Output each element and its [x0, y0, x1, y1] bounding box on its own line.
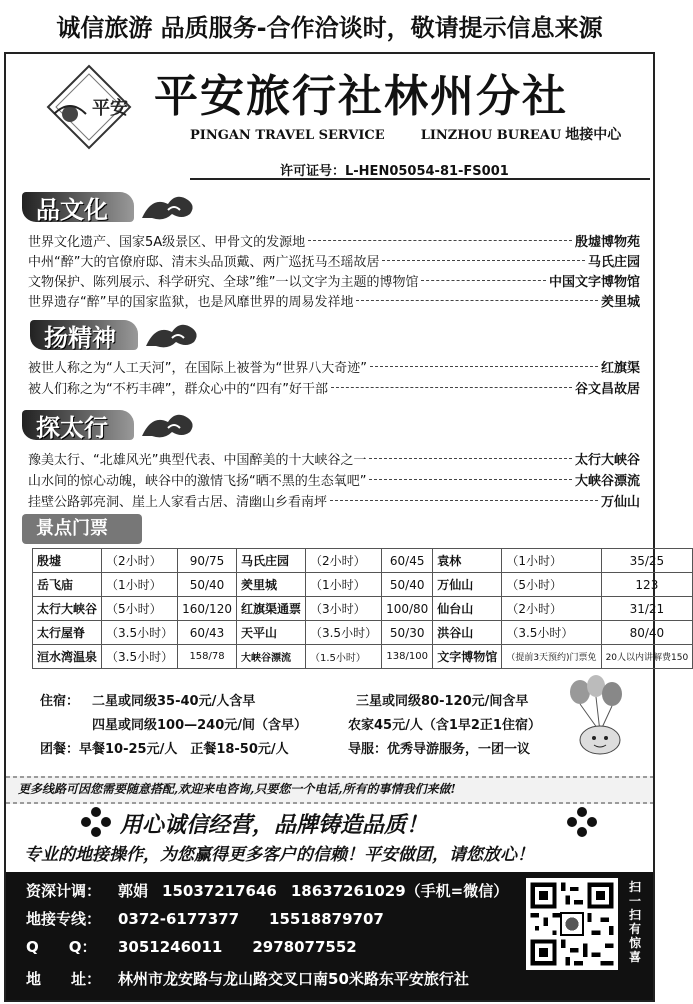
flower-icon	[80, 806, 112, 838]
page-title: 平安旅行社林州分社	[154, 71, 568, 122]
slogan: 用心诚信经营，品牌铸造品质！	[120, 812, 429, 838]
flower-icon	[566, 806, 598, 838]
cloud-icon	[138, 190, 198, 224]
cloud-icon	[142, 318, 202, 352]
scan-hint: 扫一扫有惊喜	[628, 880, 641, 964]
table-row: 洹水湾温泉 （3.5小时） 158/78 大峡谷漂流 （1.5小时） 138/100 文字博物馆 （提前3天预约)门票免 20人以内讲解费150	[33, 645, 693, 669]
list-item: 世界文化遗产、国家5A级景区、甲骨文的发源地 殷墟博物苑	[28, 234, 640, 250]
top-banner: 诚信旅游 品质服务-合作洽谈时，敬请提示信息来源	[0, 0, 659, 50]
list-item: 世界遗存“醉”早的国家监狱，也是风靡世界的周易发祥地 羑里城	[28, 294, 640, 310]
list-item: 文物保护、陈列展示、科学研究、全球”维”一以文字为主题的博物馆 中国文字博物馆	[28, 274, 640, 290]
list-item: 挂壁公路郭亮洞、崖上人家看古居、清幽山乡看南坪 万仙山	[28, 494, 640, 510]
list-item: 山水间的惊心动魄，峡谷中的激情飞扬“晒不黑的生态氧吧” 大峡谷漂流	[28, 473, 640, 489]
list-item: 被人们称之为“不朽丰碑”，群众心中的“四有”好干部 谷文昌故居	[28, 381, 640, 397]
meal-info: 团餐：早餐10-25元/人 正餐18-50元/人	[40, 742, 289, 757]
contact-consult: 资深计调： 郭娟 15037217646 18637261029（手机=微信）	[26, 882, 509, 900]
subtitle-tag: 地接中心	[565, 127, 622, 143]
guide-info: 导服：优秀导游服务，一团一议	[348, 742, 531, 757]
section-spirit-title: 扬精神	[44, 323, 116, 352]
header	[4, 54, 655, 179]
logo	[44, 62, 134, 152]
phone-link[interactable]: 15037217646	[162, 882, 277, 900]
lodging-option: 农家45元/人（含1早2正1住宿）	[348, 718, 541, 733]
subtitle-right: LINZHOU BUREAU	[420, 128, 562, 143]
section-taihang-head	[22, 408, 202, 442]
cloud-icon	[138, 408, 198, 442]
permit-number: 许可证号：L-HEN05054-81-FS001	[280, 164, 509, 179]
table-row: 岳飞庙 （1小时） 50/40 羑里城 （1小时） 50/40 万仙山 （5小时） 123	[33, 573, 693, 597]
table-row: 太行屋脊 （3.5小时） 60/43 天平山 （3.5小时） 50/30 洪谷山 （3.5小时） 80/40	[33, 621, 693, 645]
phone-link[interactable]: 0372-6177377	[118, 910, 240, 928]
phone-link[interactable]: 18637261029（手机=微信）	[290, 882, 509, 900]
list-item: 中州“醉”大的官僚府邸、清末头品顶戴、两广巡抚马丕瑶故居 马氏庄园	[28, 254, 640, 270]
section-culture-title: 品文化	[36, 195, 108, 224]
contact-address: 地 址： 林州市龙安路与龙山路交叉口南50米路东平安旅行社	[26, 970, 469, 988]
lodging-label: 住宿：	[40, 694, 80, 709]
lodging-option: 三星或同级80-120元/间含早	[356, 694, 529, 709]
tagline: 更多线路可因您需要随意搭配,欢迎来电咨询,只要您一个电话,所有的事情我们来做!	[18, 782, 456, 796]
slogan-secondary: 专业的地接操作，为您赢得更多客户的信赖！平安做团，请您放心！	[24, 845, 534, 865]
logo-text: 平安	[92, 98, 128, 119]
section-taihang-title: 探太行	[36, 413, 108, 442]
balloon-mascot-icon	[560, 676, 640, 756]
phone-link[interactable]: 15518879707	[269, 910, 384, 928]
ticket-table	[32, 548, 693, 669]
list-item: 被世人称之为“人工天河”，在国际上被誉为“世界八大奇迹” 红旗渠	[28, 360, 640, 376]
contact-qq: Q Q： 3051246011 2978077552	[26, 938, 357, 956]
table-row: 殷墟 （2小时） 90/75 马氏庄园 （2小时） 60/45 袁林 （1小时） 35/25	[33, 549, 693, 573]
section-culture-head	[22, 190, 202, 224]
table-row: 太行大峡谷 （5小时） 160/120 红旗渠通票 （3小时） 100/80 仙台山 （2小时） 31/21	[33, 597, 693, 621]
divider	[190, 178, 650, 180]
qr-code[interactable]	[526, 878, 618, 970]
tickets-title: 景点门票	[22, 514, 142, 544]
section-spirit-head	[30, 318, 210, 352]
lodging-option: 二星或同级35-40元/人含早	[92, 694, 256, 709]
contact-hotline: 地接专线： 0372-6177377 15518879707	[26, 910, 384, 928]
subtitle	[190, 124, 621, 144]
subtitle-left: PINGAN TRAVEL SERVICE	[190, 128, 385, 143]
list-item: 豫美太行、“北雄风光”典型代表、中国醉美的十大峡谷之一 太行大峡谷	[28, 452, 640, 468]
lodging-option: 四星或同级100—240元/间（含早）	[92, 718, 308, 733]
contact-panel	[6, 872, 653, 1000]
